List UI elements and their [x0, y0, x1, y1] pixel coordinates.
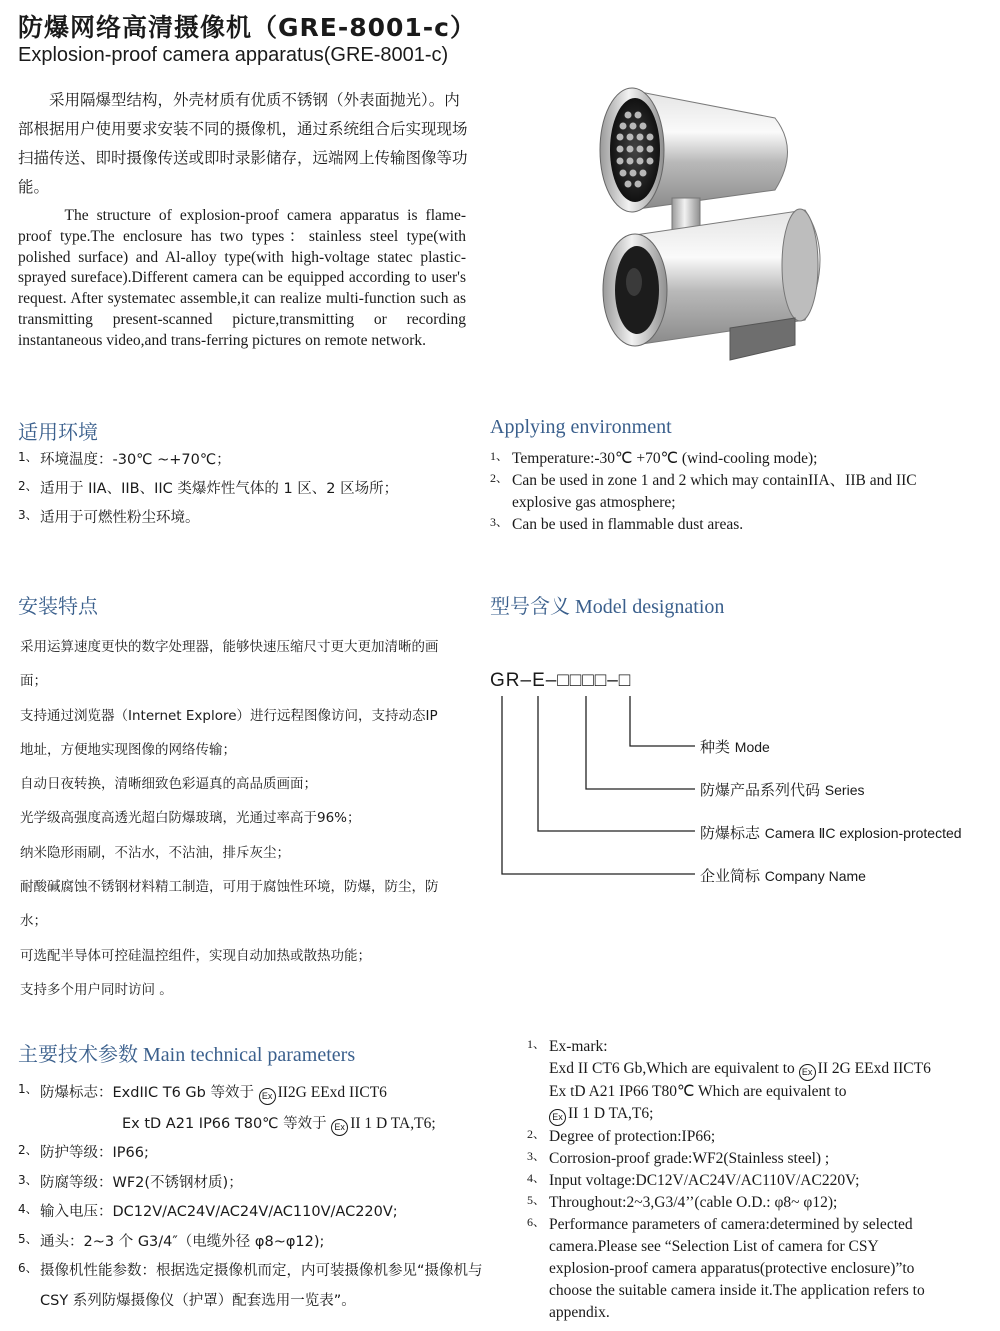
item-text: II2G EExd IICT6 — [277, 1084, 387, 1101]
ex-mark-icon: Ex — [799, 1064, 816, 1081]
item-number: 5、 — [527, 1193, 546, 1207]
list-item: 光学级高强度高透光超白防爆玻璃，光通过率高于96%； — [20, 810, 361, 827]
item-text: Ex tD A21 IP66 T80℃ 等效于 — [122, 1115, 327, 1132]
item-text: Input voltage:DC12V/AC24V/AC110V/AC220V; — [549, 1172, 860, 1189]
list-item — [527, 1148, 943, 1170]
item-number: 6、 — [18, 1261, 38, 1275]
model-heading: 型号含义 Model designation — [490, 596, 725, 618]
list-item — [490, 448, 930, 470]
item-text: 摄像机性能参数：根据选定摄像机而定，内可装摄像机参见“摄像机与 CSY 系列防爆摄像仪（护罩）配套选用一览表”。 — [40, 1263, 483, 1309]
intro-cn-text: 采用隔爆型结构，外壳材质有优质不锈钢（外表面抛光）。内部根据用户使用要求安装不同的摄像机，通过系统组合后实现现场扫描传送、即时摄像传送或即时录影储存，远端网上传输图像等功能。 — [18, 91, 468, 196]
item-text: II 1 D TA,T6; — [350, 1114, 436, 1132]
item-text: II 1 D TA,T6; — [568, 1105, 654, 1122]
item-text: Performance parameters of camera:determined by selected camera.Please see “Selection List of camera for CSY explosion-proof camera apparatus(protective enclosure)”to choose the suitable camera inside it.The application refers to appendix. — [549, 1216, 925, 1321]
list-item — [527, 1170, 943, 1192]
list-item: 纳米隐形雨刷，不沾水，不沾油，排斥灰尘； — [20, 844, 290, 861]
model-label-series — [700, 779, 864, 800]
item-text: Temperature:-30℃ +70℃ (wind-cooling mode); — [512, 450, 818, 467]
page-title-cn: 防爆网络高清摄像机（GRE-8001-c） — [18, 13, 477, 42]
model-label-explosion — [700, 822, 962, 843]
item-text: Ex-mark: — [549, 1038, 608, 1055]
intro-en — [18, 206, 466, 352]
tech-list-cn — [18, 1078, 498, 1316]
item-number: 5、 — [18, 1231, 38, 1246]
list-item — [527, 1036, 943, 1126]
list-item: 支持多个用户同时访问 。 — [20, 981, 173, 998]
item-text: Can be used in flammable dust areas. — [512, 516, 744, 533]
item-text: II 2G EExd IICT6 — [817, 1060, 931, 1077]
env-heading-cn: 适用环境 — [18, 422, 98, 444]
model-label-company — [700, 865, 866, 886]
list-item — [18, 1169, 498, 1199]
model-code: GR–E–□□□□–□ — [490, 670, 632, 691]
model-label-en: Series — [824, 782, 865, 798]
ex-mark-icon: Ex — [549, 1109, 566, 1126]
list-item — [527, 1126, 943, 1148]
list-item — [18, 475, 478, 504]
install-heading: 安装特点 — [18, 596, 98, 618]
model-label-mode — [700, 736, 770, 757]
item-number: 4、 — [18, 1202, 38, 1216]
ex-mark-icon: Ex — [331, 1119, 348, 1136]
list-item: 采用运算速度更快的数字处理器，能够快速压缩尺寸更大更加清晰的画面； — [20, 639, 439, 690]
list-item — [527, 1192, 943, 1214]
list-item: 自动日夜转换，清晰细致色彩逼真的高品质画面； — [20, 776, 317, 793]
model-label-en: Company Name — [764, 868, 866, 884]
camera-product-image — [590, 70, 840, 380]
model-diagram-lines — [490, 690, 710, 890]
item-text: 防腐等级：WF2(不锈钢材质)； — [40, 1174, 243, 1191]
env-heading-en: Applying environment — [490, 416, 672, 438]
item-text: Ex tD A21 IP66 T80℃ Which are equivalent to — [549, 1083, 847, 1100]
list-item: 可选配半导体可控硅温控组件，实现自动加热或散热功能； — [20, 947, 371, 964]
model-label-cn: 防爆标志 — [700, 824, 761, 842]
list-item — [18, 504, 478, 533]
item-number: 4、 — [527, 1171, 546, 1185]
list-item — [18, 1139, 498, 1169]
ex-mark-icon: Ex — [259, 1088, 276, 1105]
item-number: 2、 — [490, 471, 509, 485]
install-list — [20, 630, 440, 1007]
item-text: Degree of protection:IP66; — [549, 1128, 716, 1145]
item-text: 适用于可燃性粉尘环境。 — [40, 510, 200, 526]
item-number: 2、 — [18, 479, 38, 493]
item-number: 1、 — [18, 450, 38, 464]
item-number: 2、 — [18, 1143, 38, 1157]
item-number: 3、 — [18, 508, 38, 522]
tech-heading: 主要技术参数 Main technical parameters — [18, 1044, 356, 1066]
env-list-cn — [18, 446, 478, 533]
item-number: 3、 — [527, 1149, 546, 1163]
page-title-en: Explosion-proof camera apparatus(GRE-8001-c) — [18, 44, 449, 66]
env-list-en — [490, 448, 930, 536]
list-item: 支持通过浏览器（Internet Explore）进行远程图像访问，支持动态IP地址，方便地实现图像的网络传输； — [20, 707, 438, 758]
list-item — [18, 1257, 498, 1316]
intro-en-text: The structure of explosion-proof camera apparatus is flame-proof type.The enclosure has two types：stainless steel type(with polished surface) and Al-alloy type(with high-voltage statec plastic-sprayed sureface).Different camera can be equipped according to user's request. After systematec assemble,it can realize multi-function such as transmitting present-scanned picture,transmitting or recording instantaneous video,and trans-ferring pictures on remote network. — [18, 207, 466, 349]
model-label-cn: 种类 — [700, 738, 731, 756]
item-number: 2、 — [527, 1127, 546, 1141]
item-text: 通头：2~3 个 G3/4″（电缆外径 φ8~φ12); — [40, 1233, 325, 1250]
list-item — [490, 514, 930, 536]
intro-cn — [18, 86, 468, 202]
list-item — [490, 470, 930, 514]
list-item — [18, 1228, 498, 1258]
model-label-en: Mode — [734, 739, 770, 755]
model-label-en: Camera ⅡC explosion-protected — [764, 825, 962, 841]
item-text: 防爆标志：ExdIIC T6 Gb 等效于 — [40, 1085, 254, 1101]
list-item — [18, 446, 478, 475]
list-item — [527, 1214, 943, 1324]
item-text: Corrosion-proof grade:WF2(Stainless steel) ; — [549, 1150, 830, 1167]
item-number: 6、 — [527, 1215, 546, 1229]
item-text: 环境温度：-30℃ ~+70℃； — [40, 452, 231, 468]
item-text: 防护等级：IP66; — [40, 1145, 149, 1161]
item-number: 3、 — [18, 1172, 38, 1187]
model-label-cn: 防爆产品系列代码 — [700, 781, 821, 799]
item-text: 适用于 IIA、IIB、IIC 类爆炸性气体的 1 区、2 区场所； — [40, 481, 399, 497]
list-item — [18, 1198, 498, 1228]
item-text: 输入电压：DC12V/AC24V/AC24V/AC110V/AC220V; — [40, 1204, 398, 1220]
list-item: 耐酸碱腐蚀不锈钢材料精工制造，可用于腐蚀性环境，防爆，防尘，防水； — [20, 879, 439, 930]
list-item — [18, 1078, 498, 1139]
item-text: Can be used in zone 1 and 2 which may containIIA、IIB and IIC explosive gas atmosphere; — [512, 472, 917, 511]
item-number: 3、 — [490, 515, 509, 529]
item-number: 1、 — [527, 1037, 546, 1051]
item-number: 1、 — [18, 1082, 38, 1096]
tech-list-en — [527, 1036, 943, 1324]
item-text: Exd II CT6 Gb,Which are equivalent to — [549, 1060, 795, 1077]
model-label-cn: 企业简标 — [700, 867, 761, 885]
item-number: 1、 — [490, 449, 509, 463]
item-text: Throughout:2~3,G3/4’’(cable O.D.: φ8~ φ12); — [549, 1194, 838, 1211]
